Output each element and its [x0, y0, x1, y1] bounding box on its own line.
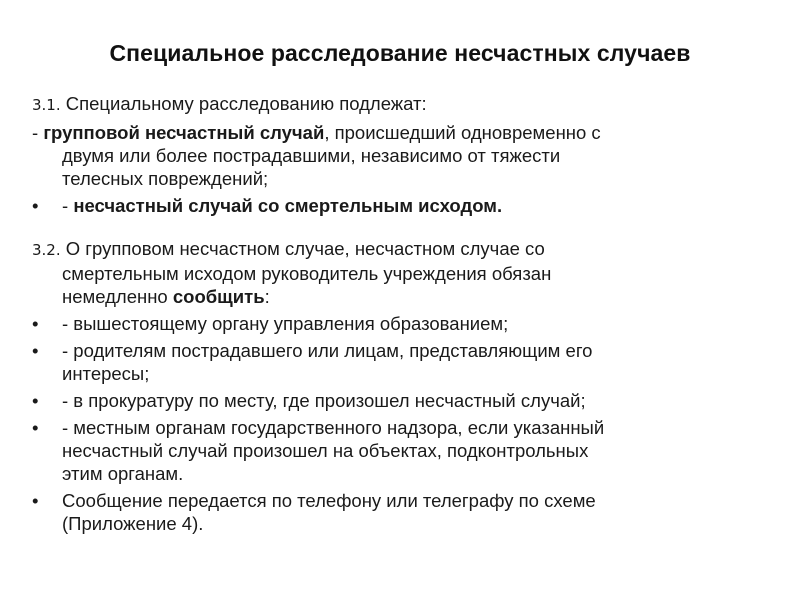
- section2-text: смертельным исходом руководитель учреждения обязан: [62, 263, 552, 284]
- section1-item-group: [32, 121, 772, 190]
- section2-intro: [32, 237, 772, 308]
- section1-heading-text: Специальному расследованию подлежат:: [65, 93, 427, 114]
- section2-bold-text: сообщить: [172, 286, 265, 307]
- section2-text: :: [264, 286, 270, 307]
- item-bold-text: групповой несчастный случай: [43, 122, 325, 143]
- section1-item-fatal: [32, 194, 772, 217]
- item-continuation: телесных повреждений;: [62, 168, 269, 189]
- list-item: [32, 389, 772, 412]
- list-item: [32, 312, 772, 335]
- section1-number: 3.1.: [32, 96, 61, 114]
- list-item-text: - вышестоящему органу управления образованием;: [62, 313, 509, 334]
- list-item-text: (Приложение 4).: [62, 513, 204, 534]
- item-dash: -: [32, 122, 44, 143]
- list-item-text: этим органам.: [62, 463, 184, 484]
- list-item-text: - в прокуратуру по месту, где произошел несчастный случай;: [62, 390, 586, 411]
- bullet-icon: •: [32, 313, 39, 334]
- list-item: [32, 416, 772, 485]
- item-continuation: двумя или более пострадавшими, независимо от тяжести: [62, 145, 561, 166]
- list-item: [32, 339, 772, 385]
- bullet-icon: •: [32, 417, 39, 438]
- list-item: [32, 489, 772, 535]
- bullet-icon: •: [32, 195, 39, 216]
- section2-number: 3.2.: [32, 241, 61, 259]
- list-item-text: несчастный случай произошел на объектах, подконтрольных: [62, 440, 589, 461]
- slide-title: Специальное расследование несчастных случаев: [109, 40, 691, 66]
- section2-text: немедленно: [62, 286, 173, 307]
- slide-body: [32, 92, 772, 535]
- section2-bullet-list: [32, 312, 772, 535]
- bullet-icon: •: [32, 340, 39, 361]
- section2-text: О групповом несчастном случае, несчастном случае со: [65, 238, 545, 259]
- item-bold-text: несчастный случай со смертельным исходом.: [73, 195, 503, 216]
- list-item-text: Сообщение передается по телефону или телеграфу по схеме: [62, 490, 596, 511]
- list-item-text: - местным органам государственного надзора, если указанный: [62, 417, 605, 438]
- bullet-icon: •: [32, 390, 39, 411]
- item-text: , происшедший одновременно с: [324, 122, 601, 143]
- section1-heading: [32, 92, 772, 117]
- list-item-text: - родителям пострадавшего или лицам, представляющим его: [62, 340, 593, 361]
- item-dash: -: [62, 195, 74, 216]
- bullet-icon: •: [32, 490, 39, 511]
- list-item-text: интересы;: [62, 363, 150, 384]
